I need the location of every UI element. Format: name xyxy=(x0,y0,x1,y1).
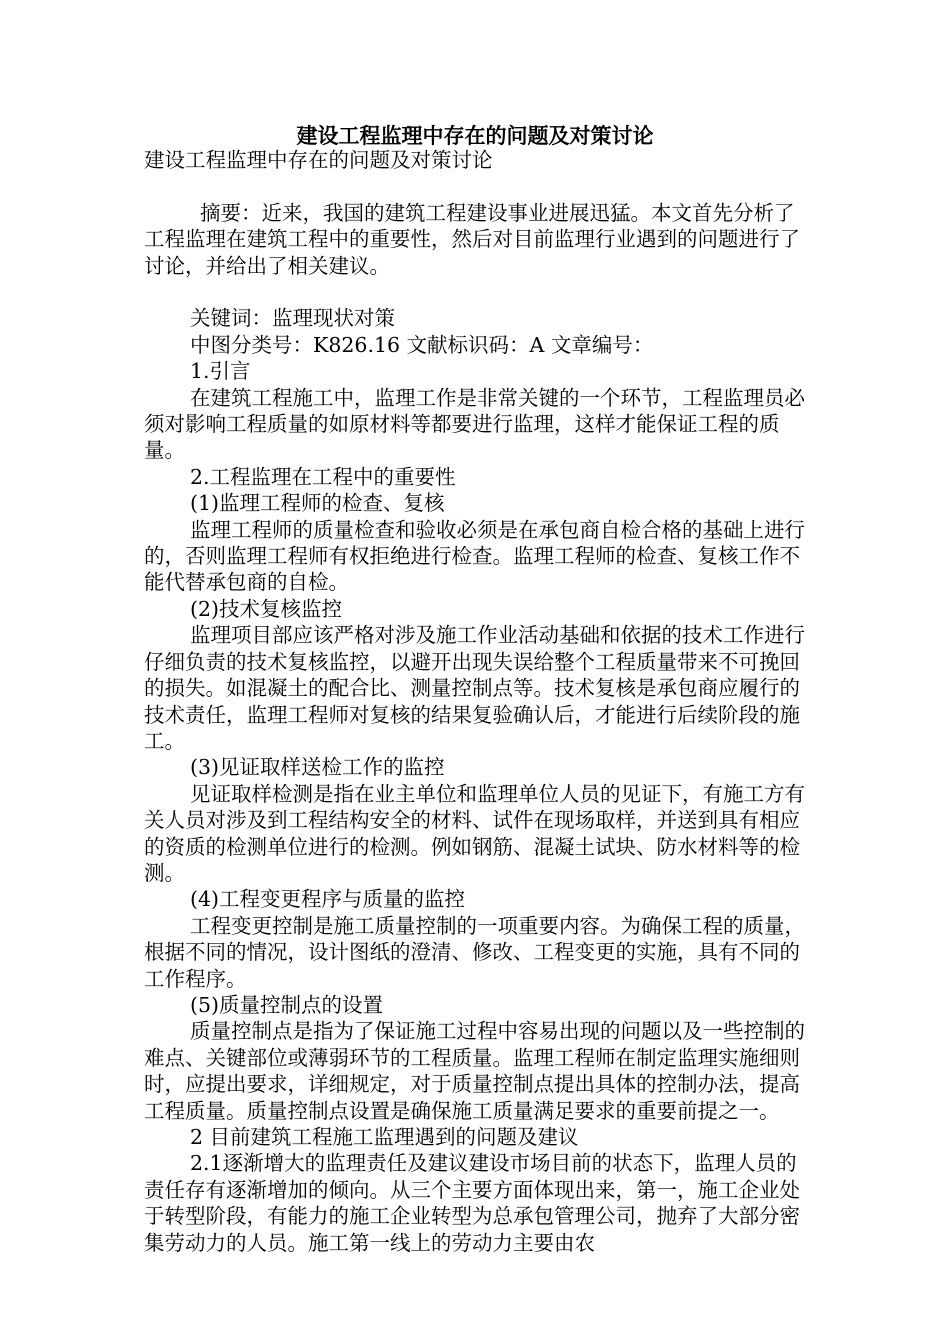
section-heading: 1.引言 xyxy=(190,359,251,384)
blank-line xyxy=(144,279,812,305)
section-heading: 2 目前建筑工程施工监理遇到的问题及建议 xyxy=(190,1125,579,1149)
keywords-line: 关键词：监理现状对策 xyxy=(190,306,395,331)
body-paragraph: 监理工程师的质量检查和验收必须是在承包商自检合格的基础上进行的，否则监理工程师有权拒绝进行检查。监理工程师的检查、复核工作不能代替承包商的自检。 xyxy=(144,517,805,595)
section-heading: (2)技术复核监控 xyxy=(190,596,343,621)
section-heading: (5)质量控制点的设置 xyxy=(190,992,384,1017)
document-body xyxy=(144,147,812,1256)
classification-line: 中图分类号：K826.16 文献标识码：A 文章编号： xyxy=(190,332,654,357)
section-heading: (3)见证取样送检工作的监控 xyxy=(190,755,445,780)
section-heading: (1)监理工程师的检查、复核 xyxy=(190,491,445,516)
body-paragraph: 在建筑工程施工中，监理工作是非常关键的一个环节，工程监理员必须对影响工程质量的如原材料等都要进行监理，这样才能保证工程的质量。 xyxy=(144,385,805,463)
body-paragraph: 监理项目部应该严格对涉及施工作业活动基础和依据的技术工作进行仔细负责的技术复核监控，以避开出现失误给整个工程质量带来不可挽回的损失。如混凝土的配合比、测量控制点等。技术复核是承包商应履行的技术责任，监理工程师对复核的结果复验确认后，才能进行后续阶段的施工。 xyxy=(144,623,805,753)
body-paragraph: 质量控制点是指为了保证施工过程中容易出现的问题以及一些控制的难点、关键部位或薄弱环节的工程质量。监理工程师在制定监理实施细则时，应提出要求，详细规定，对于质量控制点提出具体的控制办法，提高工程质量。质量控制点设置是确保施工质量满足要求的重要前提之一。 xyxy=(144,1019,805,1123)
section-heading: 2.工程监理在工程中的重要性 xyxy=(190,464,456,489)
blank-line xyxy=(144,173,812,199)
body-paragraph: 2.1逐渐增大的监理责任及建议建设市场目前的状态下，监理人员的责任存有逐渐增加的倾向。从三个主要方面体现出来，第一，施工企业处于转型阶段，有能力的施工企业转型为总承包管理公司，抛弃了大部分密集劳动力的人员。施工第一线上的劳动力主要由农 xyxy=(144,1151,800,1255)
document-title: 建设工程监理中存在的问题及对策讨论 xyxy=(296,124,654,148)
section-heading: (4)工程变更程序与质量的监控 xyxy=(190,887,466,912)
body-paragraph: 工程变更控制是施工质量控制的一项重要内容。为确保工程的质量，根据不同的情况，设计图纸的澄清、修改、工程变更的实施，具有不同的工作程序。 xyxy=(144,913,805,991)
abstract-paragraph: 摘要：近来，我国的建筑工程建设事业进展迅猛。本文首先分析了工程监理在建筑工程中的重要性，然后对目前监理行业遇到的问题进行了讨论，并给出了相关建议。 xyxy=(144,200,800,278)
document-subtitle: 建设工程监理中存在的问题及对策讨论 xyxy=(144,148,493,172)
body-paragraph: 见证取样检测是指在业主单位和监理单位人员的见证下，有施工方有关人员对涉及到工程结构安全的材料、试件在现场取样，并送到具有相应的资质的检测单位进行的检测。例如钢筋、混凝土试块、防水材料等的检测。 xyxy=(144,781,805,885)
article-sections xyxy=(144,358,812,1256)
